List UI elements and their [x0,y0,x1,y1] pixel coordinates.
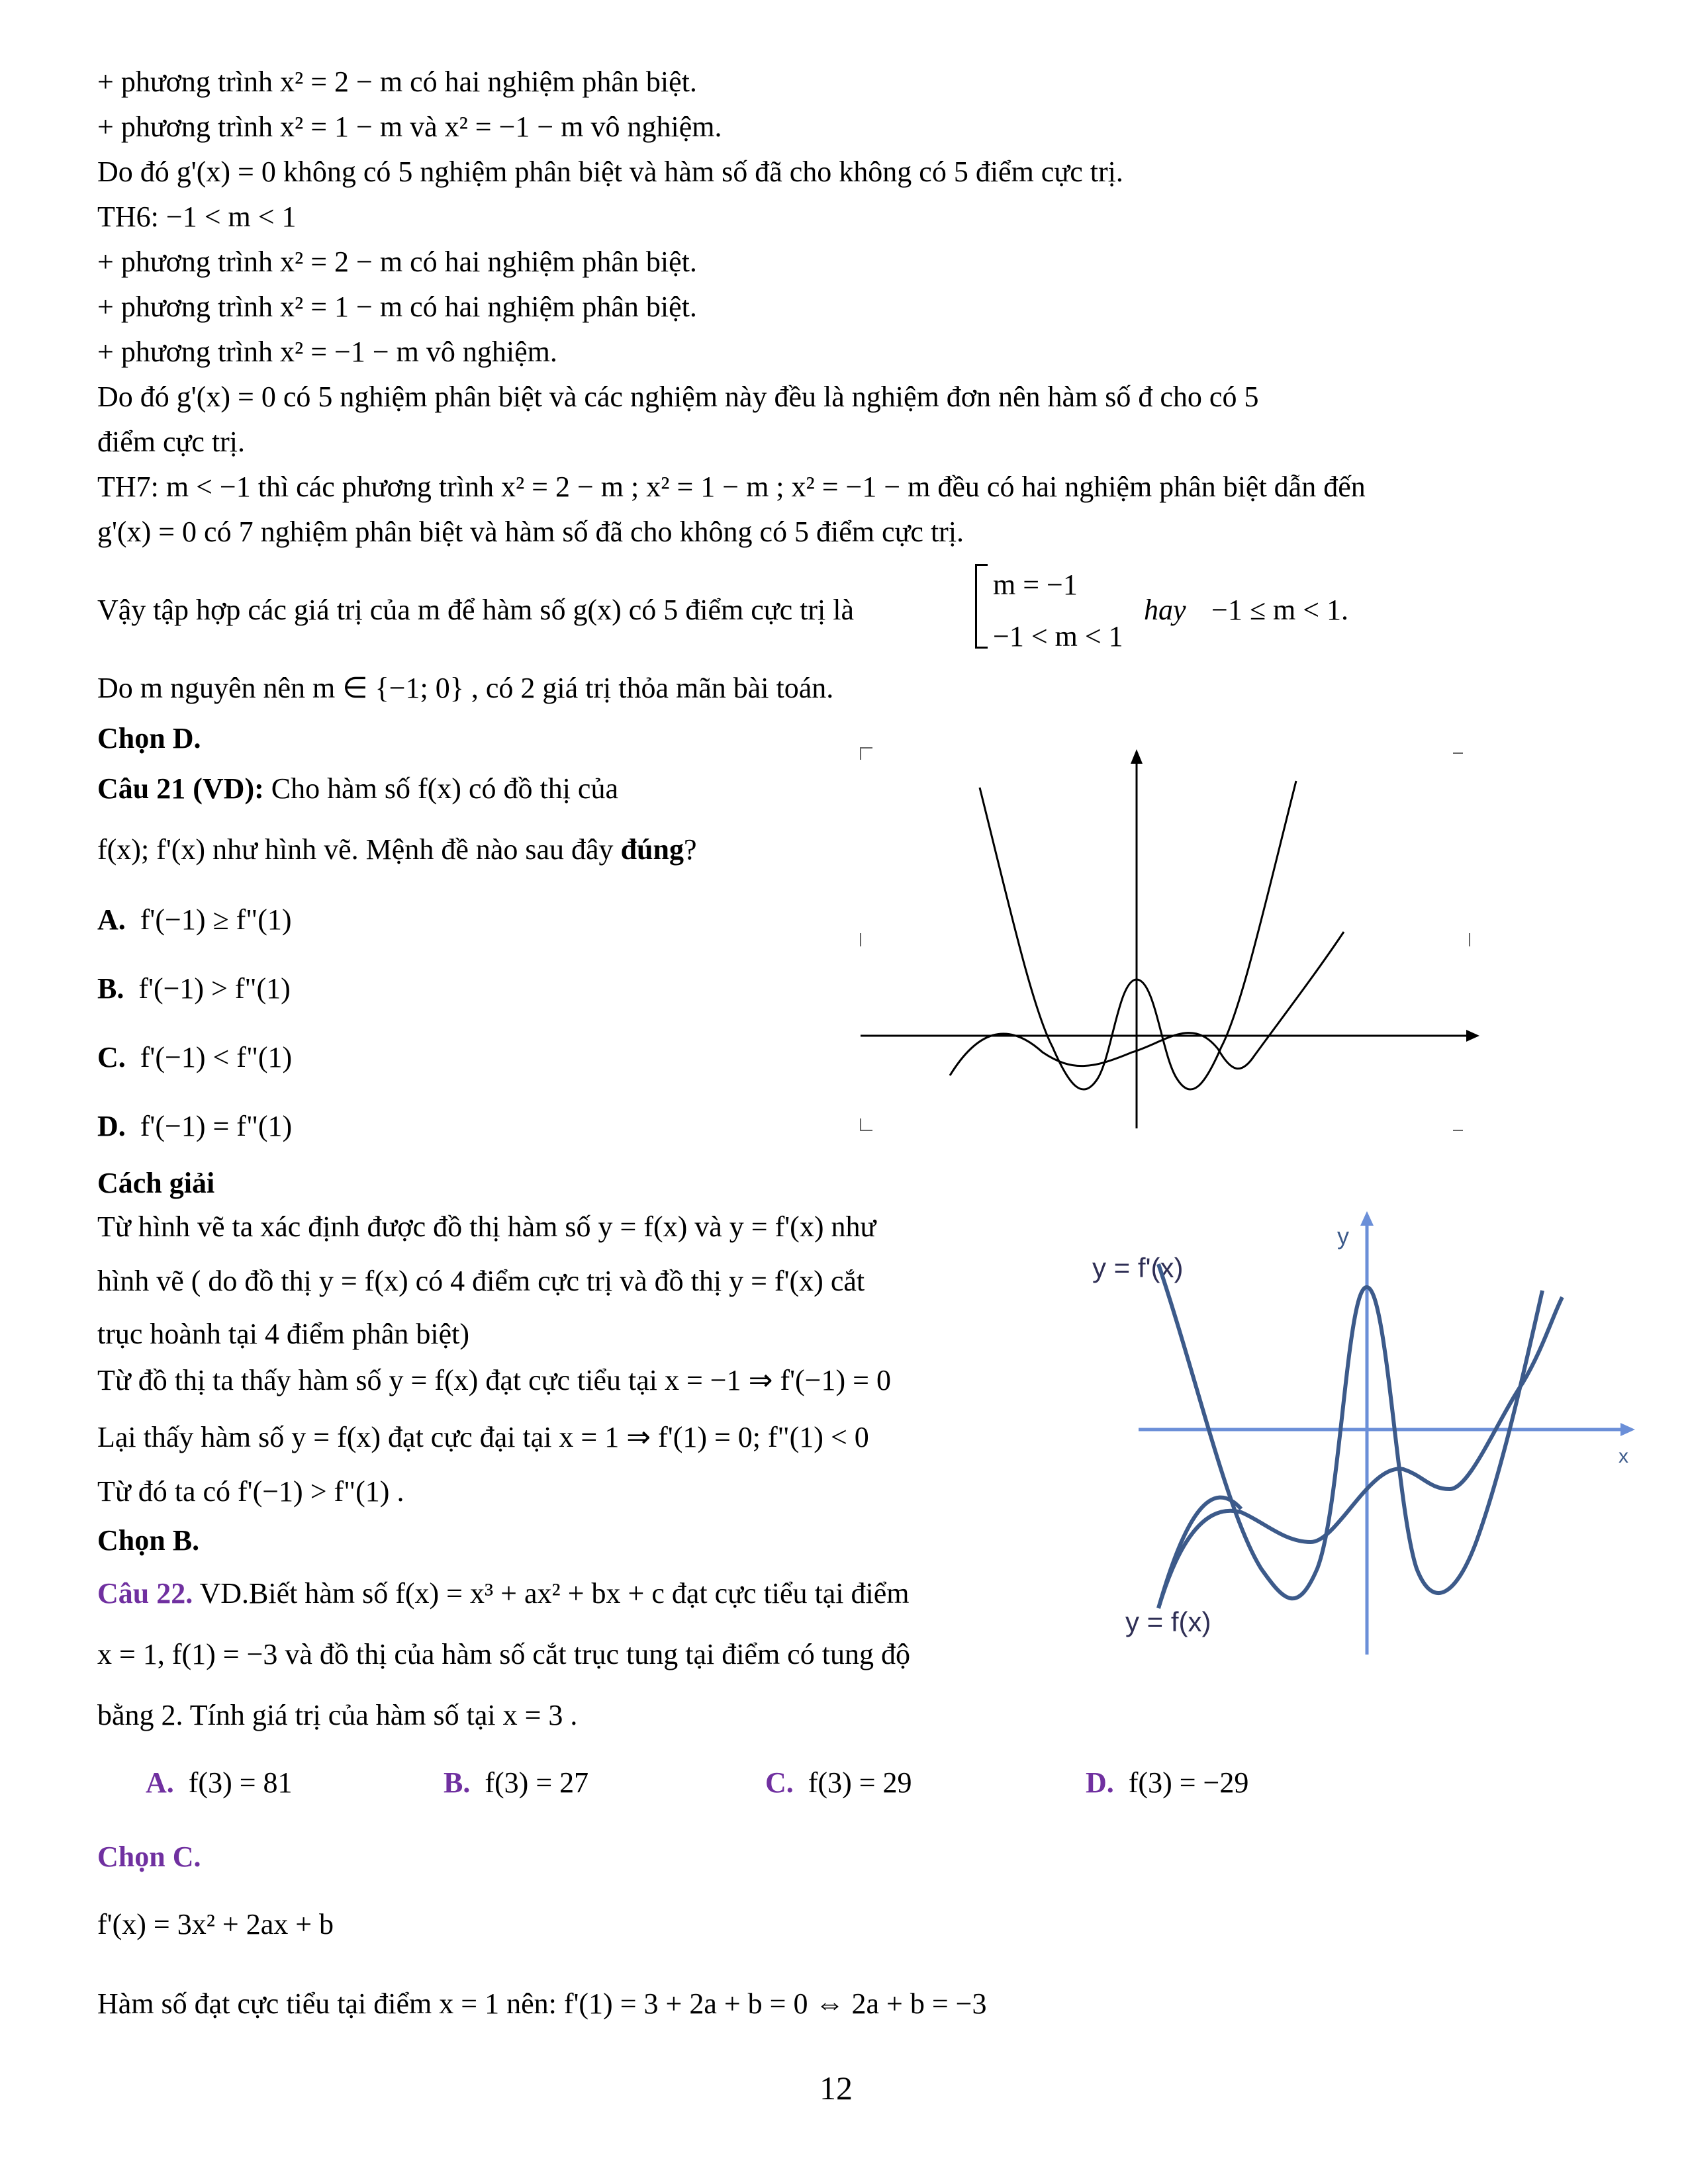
line-12-text: Vậy tập hợp các giá trị của m để hàm số g(x) có 5 điểm cực trị là [97,594,855,626]
graph-1-curve-steep [980,781,1296,1089]
question-21-label: Câu 21 (VD): [97,772,264,805]
answer-choose-c: Chọn C. [97,1841,201,1873]
line-12-hay: hay [1144,594,1186,626]
graph-2-y-arrow [1360,1211,1374,1226]
line-8: Do đó g'(x) = 0 có 5 nghiệm phân biệt và các nghiệm này đều là nghiệm đơn nên hàm số đ cho có 5 [97,381,1259,413]
graph-1-y-arrow [1131,749,1143,764]
q22-option-c-text: f(3) = 29 [808,1766,912,1799]
graph-2-f-curve-left [1158,1498,1241,1608]
option-b [97,974,291,1003]
option-d-text: f'(−1) = f"(1) [140,1110,293,1142]
solution-bracket [975,564,988,649]
bracket-case-2: −1 < m < 1 [993,620,1123,653]
line-13: Do m nguyên nên m ∈ {−1; 0} , có 2 giá trị thỏa mãn bài toán. [97,672,834,704]
question-21-line-2 [97,835,697,864]
line-9: điểm cực trị. [97,426,245,458]
line-4: TH6: −1 < m < 1 [97,201,297,233]
q22-option-b-text: f(3) = 27 [485,1766,589,1799]
question-21-emph: đúng [620,833,684,866]
derivative-line: f'(x) = 3x² + 2ax + b [97,1908,334,1940]
graph-2-y-label: y [1337,1222,1349,1250]
line-5: + phương trình x² = 2 − m có hai nghiệm phân biệt. [97,246,697,278]
option-a [97,905,292,934]
option-d [97,1112,292,1141]
graph-1-curve-wavy [950,932,1344,1075]
q22-option-b [444,1768,588,1797]
option-a-text: f'(−1) ≥ f"(1) [140,903,292,936]
line-7: + phương trình x² = −1 − m vô nghiệm. [97,336,557,368]
question-21-graph [854,741,1489,1138]
q22-option-c [765,1768,912,1797]
solution-line-3: trục hoành tại 4 điểm phân biệt) [97,1318,470,1350]
question-21-text-2: f(x); f'(x) như hình vẽ. Mệnh đề nào sau đây [97,833,621,866]
answer-choose-b: Chọn B. [97,1524,200,1557]
question-22-line-1 [97,1579,909,1608]
graph-2-fprime-curve [1158,1264,1542,1598]
graph-2-fprime-label: y = f'(x) [1092,1252,1184,1283]
line-1: + phương trình x² = 2 − m có hai nghiệm phân biệt. [97,66,697,98]
question-22-line-3: bằng 2. Tính giá trị của hàm số tại x = 3 . [97,1699,578,1731]
question-21-text: Cho hàm số f(x) có đồ thị của [263,772,618,805]
q22-option-d [1086,1768,1248,1797]
option-c [97,1043,292,1072]
question-22-label: Câu 22. [97,1577,193,1610]
graph-2-f-label: y = f(x) [1125,1606,1211,1637]
q22-option-a [146,1768,293,1797]
line-3: Do đó g'(x) = 0 không có 5 nghiệm phân biệt và hàm số đã cho không có 5 điểm cực trị. [97,156,1123,188]
solution-graph [1086,1198,1648,1661]
option-b-text: f'(−1) > f"(1) [138,972,291,1005]
bracket-case-1: m = −1 [993,569,1078,601]
q22-option-d-label: D. [1086,1766,1114,1799]
solution-line-1: Từ hình vẽ ta xác định được đồ thị hàm số y = f(x) và y = f'(x) như [97,1210,876,1243]
question-22-line-2: x = 1, f(1) = −3 và đồ thị của hàm số cắt trục tung tại điểm có tung độ [97,1638,910,1670]
page-number: 12 [820,2070,853,2107]
question-21-qmark: ? [683,833,697,866]
line-11: g'(x) = 0 có 7 nghiệm phân biệt và hàm số đã cho không có 5 điểm cực trị. [97,516,964,548]
question-21-line-1 [97,774,618,803]
q22-option-c-label: C. [765,1766,794,1799]
option-d-label: D. [97,1110,126,1142]
question-22-text: VD.Biết hàm số f(x) = x³ + ax² + bx + c đạt cực tiểu tại điểm [193,1577,910,1610]
q22-option-a-text: f(3) = 81 [188,1766,293,1799]
option-a-label: A. [97,903,126,936]
solution-line-6: Từ đó ta có f'(−1) > f"(1) . [97,1475,404,1508]
solution-line-5: Lại thấy hàm số y = f(x) đạt cực đại tại x = 1 ⇒ f'(1) = 0; f"(1) < 0 [97,1421,869,1453]
option-b-label: B. [97,972,124,1005]
graph-2-x-label: x [1618,1445,1628,1467]
q22-option-b-label: B. [444,1766,471,1799]
solution-heading: Cách giải [97,1167,215,1199]
q22-option-d-text: f(3) = −29 [1128,1766,1249,1799]
solution-line-4: Từ đồ thị ta thấy hàm số y = f(x) đạt cực tiểu tại x = −1 ⇒ f'(−1) = 0 [97,1364,891,1396]
line-6: + phương trình x² = 1 − m có hai nghiệm phân biệt. [97,291,697,323]
line-12-result: −1 ≤ m < 1. [1211,594,1349,626]
q22-option-a-label: A. [146,1766,174,1799]
answer-choose-d: Chọn D. [97,722,201,754]
line-2: + phương trình x² = 1 − m và x² = −1 − m vô nghiệm. [97,111,722,143]
graph-2-x-arrow [1620,1423,1635,1436]
solution-line-2: hình vẽ ( do đồ thị y = f(x) có 4 điểm cực trị và đồ thị y = f'(x) cắt [97,1265,865,1297]
option-c-label: C. [97,1041,126,1073]
condition-line: Hàm số đạt cực tiểu tại điểm x = 1 nên: f'(1) = 3 + 2a + b = 0 ⇔ 2a + b = −3 [97,1987,987,2020]
line-10: TH7: m < −1 thì các phương trình x² = 2 − m ; x² = 1 − m ; x² = −1 − m đều có hai nghiệm phân biệt dẫn đến [97,471,1366,503]
option-c-text: f'(−1) < f"(1) [140,1041,293,1073]
graph-1-x-arrow [1466,1030,1479,1042]
